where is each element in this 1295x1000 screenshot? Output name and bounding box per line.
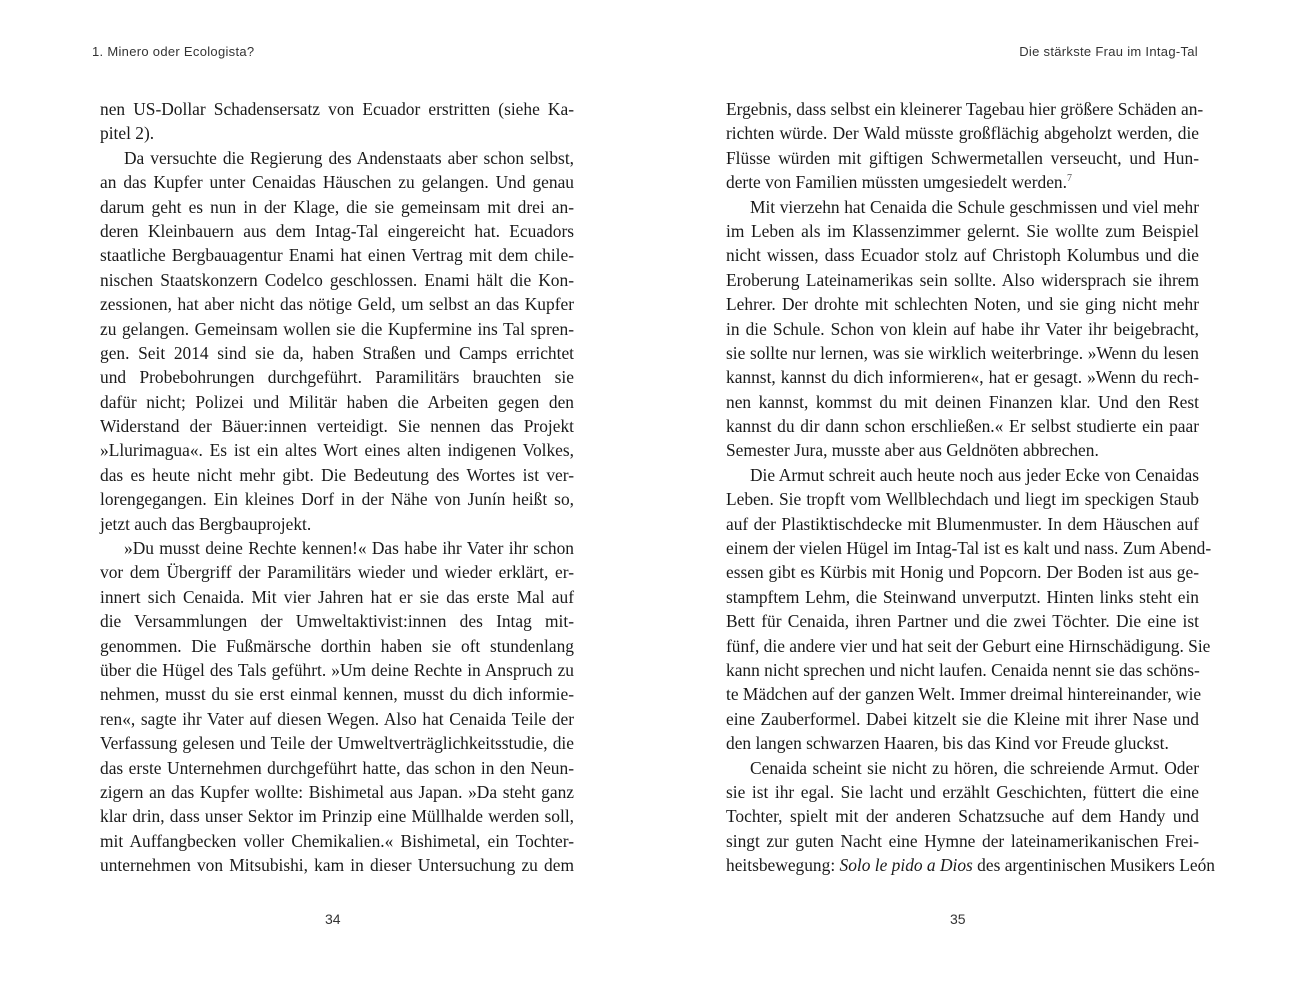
paragraph <box>100 146 574 536</box>
text-line: sie ist ihr egal. Sie lacht und erzählt Geschichten, füttert die eine <box>726 781 1199 802</box>
text-line: vor dem Übergriff der Paramilitärs wieder und wieder erklärt, er- <box>100 562 574 583</box>
text-line <box>726 853 1215 877</box>
text-line: Semester Jura, musste aber aus Geldnöten abbrechen. <box>726 440 1099 461</box>
text-line: in die Schule. Schon von klein auf habe ihr Vater ihr beigebracht, <box>726 318 1199 339</box>
text-line-content: derte von Familien müssten umgesiedelt werden. <box>726 172 1067 193</box>
text-line: sie sollte nur lernen, was sie wirklich weiterbringe. »Wenn du lesen <box>726 342 1199 363</box>
text-line: mit Auffangbecken voller Chemikalien.« Bishimetal, ein Tochter- <box>100 830 574 851</box>
text-line: fünf, die andere vier und hat seit der Geburt eine Hirnschädigung. Sie <box>726 635 1211 656</box>
text-line: einem der vielen Hügel im Intag-Tal ist es kalt und nass. Zum Abend- <box>726 538 1212 559</box>
text-line: das erste Unternehmen durchgeführt hatte, das schon in den Neun- <box>100 757 574 778</box>
text-line <box>726 170 1199 194</box>
text-line: Leben. Sie tropft vom Wellblechdach und liegt im speckigen Staub <box>726 489 1199 510</box>
paragraph <box>726 97 1204 195</box>
text-line: Lehrer. Der drohte mit schlechten Noten, und sie ging nicht mehr <box>726 294 1199 315</box>
text-line: innert sich Cenaida. Mit vier Jahren hat er sie das erste Mal auf <box>100 586 574 607</box>
text-line: klar drin, dass unser Sektor im Prinzip eine Müllhalde werden soll, <box>100 806 574 827</box>
text-line: Cenaida scheint sie nicht zu hören, die schreiende Armut. Oder <box>750 757 1199 778</box>
text-line: nischen Staatskonzern Codelco geschlossen. Enami hält die Kon- <box>100 269 574 290</box>
text-line: Verfassung gelesen und Teile der Umweltverträglichkeitsstudie, die <box>100 733 574 754</box>
paragraph <box>100 97 574 146</box>
text-line: deren Kleinbauern aus dem Intag-Tal eingereicht hat. Ecuadors <box>100 220 574 241</box>
text-line: singt zur guten Nacht eine Hymne der lateinamerikanischen Frei- <box>726 830 1199 851</box>
text-line: und Probebohrungen durchgeführt. Paramilitärs brauchten sie <box>100 367 574 388</box>
text-line: kannst, kannst du dich informieren«, hat er gesagt. »Wenn du rech- <box>726 367 1199 388</box>
text-line: nicht wissen, dass Ecuador stolz auf Christoph Kolumbus und die <box>726 245 1199 266</box>
text-line: darum geht es nun in der Klage, die sie gemeinsam mit drei an- <box>100 196 574 217</box>
running-head-left: 1. Minero oder Ecologista? <box>92 44 255 59</box>
text-line: Tochter, spielt mit der anderen Schatzsuche auf dem Handy und <box>726 806 1199 827</box>
text-line: Die Armut schreit auch heute noch aus jeder Ecke von Cenaidas <box>750 464 1199 485</box>
text-fragment: des argentinischen Musikers León <box>972 855 1215 876</box>
text-line: den langen schwarzen Haaren, bis das Kind vor Freude gluckst. <box>726 733 1169 754</box>
text-line: gen. Seit 2014 sind sie da, haben Straßen und Camps errichtet <box>100 342 574 363</box>
text-line: kann nicht sprechen und nicht laufen. Cenaida nennt sie das schöns- <box>726 659 1200 680</box>
text-line: dafür nicht; Polizei und Militär haben die Arbeiten gegen den <box>100 391 574 412</box>
text-line: kannst du dir dann schon erschließen.« Er selbst studierte ein paar <box>726 416 1199 437</box>
text-line: genommen. Die Fußmärsche dorthin haben sie oft stundenlang <box>100 635 574 656</box>
text-line: essen gibt es Kürbis mit Honig und Popcorn. Der Boden ist aus ge- <box>726 562 1199 583</box>
paragraph <box>100 536 574 877</box>
text-line: Flüsse würden mit giftigen Schwermetallen verseucht, und Hun- <box>726 147 1199 168</box>
text-line: pitel 2). <box>100 123 155 144</box>
text-line: jetzt auch das Bergbauprojekt. <box>100 513 312 534</box>
text-line: unternehmen von Mitsubishi, kam in dieser Untersuchung zu dem <box>100 855 574 876</box>
text-line: zu gelangen. Gemeinsam wollen sie die Kupfermine ins Tal spren- <box>100 318 574 339</box>
text-line: eine Zauberformel. Dabei kitzelt sie die Kleine mit ihrer Nase und <box>726 708 1199 729</box>
paragraph <box>726 463 1212 756</box>
song-title: Solo le pido a Dios <box>839 855 973 876</box>
text-line: Eroberung Lateinamerikas sein sollte. Also widersprach sie ihrem <box>726 269 1199 290</box>
text-line: »Du musst deine Rechte kennen!« Das habe ihr Vater ihr schon <box>124 538 574 559</box>
text-line: staatliche Bergbauagentur Enami hat einen Vertrag mit dem chile- <box>100 245 574 266</box>
text-line: die Versammlungen der Umweltaktivist:innen des Intag mit- <box>100 611 574 632</box>
text-line: zigern an das Kupfer wollte: Bishimetal aus Japan. »Da steht ganz <box>100 781 574 802</box>
text-line: Da versuchte die Regierung des Andenstaats aber schon selbst, <box>124 147 574 168</box>
text-line: Ergebnis, dass selbst ein kleinerer Tagebau hier größere Schäden an- <box>726 99 1204 119</box>
text-line: richten würde. Der Wald müsste großflächig abgeholzt werden, die <box>726 123 1199 144</box>
left-page <box>0 0 647 1000</box>
text-fragment: heitsbewegung: <box>726 855 840 876</box>
text-line: Bett für Cenaida, ihren Partner und die zwei Töchter. Die eine ist <box>726 611 1199 632</box>
text-line: ren«, sagte ihr Vater auf diesen Wegen. Also hat Cenaida Teile der <box>100 708 574 729</box>
text-line: nen US-Dollar Schadensersatz von Ecuador erstritten (siehe Ka- <box>100 99 574 119</box>
text-line: stampftem Lehm, die Steinwand unverputzt. Hinten links steht ein <box>726 586 1199 607</box>
text-line: nehmen, musst du sie erst einmal kennen, musst du dich informie- <box>100 684 574 705</box>
body-text-right <box>726 97 1215 878</box>
paragraph <box>726 756 1215 878</box>
text-line: »Llurimagua«. Es ist ein altes Wort eines alten indigenen Volkes, <box>100 440 574 461</box>
text-line: zessionen, hat aber nicht das nötige Geld, um selbst an das Kupfer <box>100 294 574 315</box>
running-head-right: Die stärkste Frau im Intag-Tal <box>1019 44 1198 59</box>
text-line: an das Kupfer unter Cenaidas Häuschen zu gelangen. Und genau <box>100 172 574 193</box>
page-number-right: 35 <box>950 911 966 927</box>
footnote-reference: 7 <box>1066 173 1072 185</box>
text-line: te Mädchen auf der ganzen Welt. Immer dreimal hintereinander, wie <box>726 684 1202 705</box>
text-line: nen kannst, kommst du mit deinen Finanzen klar. Und den Rest <box>726 391 1199 412</box>
body-text-left <box>100 97 574 878</box>
text-line: Widerstand der Bäuer:innen verteidigt. Sie nennen das Projekt <box>100 416 574 437</box>
page-number-left: 34 <box>325 911 341 927</box>
paragraph <box>726 195 1199 463</box>
text-line: im Leben als im Klassenzimmer gelernt. Sie wollte zum Beispiel <box>726 220 1199 241</box>
text-line: Mit vierzehn hat Cenaida die Schule geschmissen und viel mehr <box>750 196 1199 217</box>
right-page <box>647 0 1295 1000</box>
text-line: über die Hügel des Tals geführt. »Um deine Rechte in Anspruch zu <box>100 659 574 680</box>
text-line: auf der Plastiktischdecke mit Blumenmuster. In dem Häuschen auf <box>726 513 1199 534</box>
text-line: das es heute nicht mehr gibt. Die Bedeutung des Wortes ist ver- <box>100 464 574 485</box>
text-line: lorengegangen. Ein kleines Dorf in der Nähe von Junín heißt so, <box>100 489 574 510</box>
